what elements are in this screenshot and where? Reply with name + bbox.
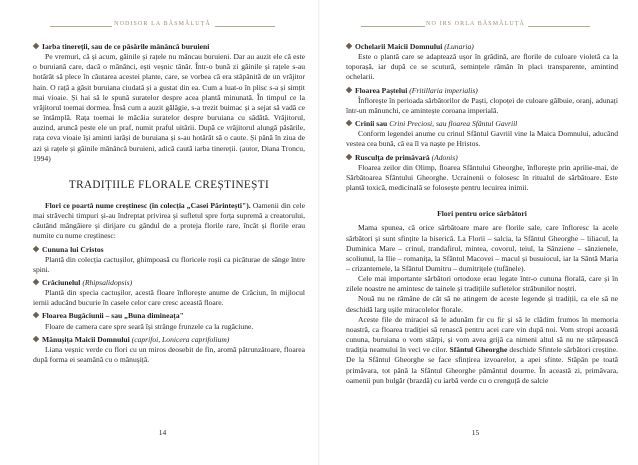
- section-intro-text: Oamenii din cele mai străvechi timpuri și-au îndreptat privirea și sufletul spre forța supremă a creatorului, căutând mângâiere și dirijare cu gândul de a proteja florile rare, încât și florile erau numite cu nume creștinesc:: [33, 200, 305, 241]
- diamond-bullet-icon: [33, 279, 40, 286]
- plant-heading: [346, 86, 618, 96]
- section-title: TRADIȚIILE FLORALE CREȘTINEȘTI: [68, 178, 270, 191]
- body-text: deschide Sfintele sărbători creștine. De la Sfântul Gheorghe se face sfințirea izvoarelor, a apei sfinte. Stăpân pe toată primăvara, tot până la Sfântul Gheorghe pământul dourme. În această zi, primăvara, oamenii pun bulgăr (brazdă) cu iarbă verde cu o crenguță de salcie: [346, 345, 618, 385]
- story-text: Pe vremuri, că și acum, găinile și rațele nu mâncau buruieni. Dar au auzit ele că este o buruiană care, dacă o mănânci, ești veșnic tânăr. Într-o bună zi găinile și rațele s-au hotărât să plece în căutarea acestei plante, care, se vorbea că era stăpânită de un vrăjitor hain. O rață a găsit buruiana ciudată și a gustat din ea. Cum a luat-o în plisc s-a și simțit mai vioaie. Și hai să le spună suratelor despre acea plantă minunată. În timpul ce la vrăjitorul toemai dormea. Însă cum a auzit gălăgie, s-a trezit buimac și a sejat să vadă ce se întâmplă. Rața toemai le măcăia suratelor despre buruiana cu sădătă. Vrăjitorul, auzind, aruncă peste ele un praf, numit praful uitării. După ce vrăjitorul alungă păsările, rața ceva vioaie își aminti iarăși de buruiana și s-au hotărât să o caute. Și până în ziua de azi și rațele și găinile mănâncă buruieni, adică caută iarba tinereții. (autor, Diana Troncu, 1994): [33, 52, 305, 163]
- left-page: [20, 0, 305, 465]
- page-gutter: [318, 0, 320, 465]
- plant-heading: [33, 278, 305, 288]
- running-head-rule: [215, 26, 275, 27]
- page-number: 15: [471, 428, 480, 437]
- plant-heading: [33, 245, 305, 255]
- left-page-content: [33, 42, 305, 365]
- plant-description: Plantă din colecția cactușilor, ghimpoasă cu floricele roșii ca picăturae de sânge între spini.: [33, 254, 305, 274]
- running-head-rule: [528, 26, 590, 27]
- running-head-label: NO IRS ORLA BĂSMĂLUȚĂ: [426, 21, 525, 27]
- diamond-bullet-icon: [33, 335, 40, 342]
- page-number: 14: [158, 428, 167, 437]
- section-intro: [33, 201, 305, 242]
- body-paragraph: Nouă nu ne rămâne de cât să ne atingem de aceste legende și tradiții, ca ele să ne deschidă larg ușile miracolelor florale.: [346, 294, 618, 314]
- plant-description: Liana veșnic verde cu flori cu un miros deosebit de fin, aromă pătrunzătoare, floarea după forma ei seamănă cu o mânușiță.: [33, 344, 305, 365]
- plant-name: Cununa lui Cristos: [42, 244, 104, 254]
- body-text-bold: Sfântul Gheorghe: [449, 345, 508, 355]
- plant-description: Înflorește în perioada sărbătorilor de Paști, clopoței de culoare gălbuie, oranj, adunați într-un mănunchi, ce amintește coroana imperială.: [346, 95, 618, 115]
- right-running-head: [333, 20, 618, 32]
- plant-name: Ochelarii Maicii Domnului: [355, 42, 443, 51]
- plant-latin-name: (Lunaria): [444, 42, 474, 51]
- plant-heading: [346, 42, 618, 52]
- body-paragraph: [346, 315, 618, 386]
- plant-name: Mânușița Maicii Domnului: [42, 334, 130, 344]
- plant-heading: [346, 119, 618, 129]
- subsection-title: Flori pentru orice sărbători: [437, 209, 527, 219]
- diamond-bullet-icon: [346, 153, 353, 160]
- plant-latin-name: Crini Preciosi, sau floarea Sfântul Gavriil: [389, 119, 518, 129]
- plant-latin-name: (Rhipsalidopsis): [82, 277, 133, 287]
- plant-description: Plantă din specia cactușilor, acestă floare înflorește anume de Crăciun, în mijlocul iernii aducând bucurie în casele celor care cresc această floare.: [33, 288, 305, 308]
- plant-latin-name: (caprifoi, Lonicera caprifolium): [131, 334, 230, 344]
- plant-name: Crăciunelul: [42, 277, 81, 287]
- plant-description: Floarea zeilor din Olimp, floarea Sfântului Gheorghe, înflorește prin aprilie-mai, de Sărbătoarea Sfântului Gheorghe. Ucrainenii o folosesc în ritualul de sărbătoare. Este plantă toxică, medicinală se folosește pentru lecuirea inimii.: [346, 162, 618, 193]
- diamond-bullet-icon: [33, 43, 40, 50]
- diamond-bullet-icon: [346, 43, 353, 50]
- plant-name: Floarea Bugăciunii: [42, 311, 104, 321]
- section-intro-source: (în colecția „Casei Părintești").: [149, 200, 251, 210]
- diamond-bullet-icon: [346, 120, 353, 127]
- plant-description: Floare de camera care spre seară își strânge frunzele ca la rugăciune.: [45, 321, 254, 331]
- diamond-bullet-icon: [346, 86, 353, 93]
- body-paragraph: Cele mai importante sărbători ortodoxe erau legate într-o cununa florală, care și în zilele noastre ne amintesc de tainele și tradițiile sufletelor străbunilor noștri.: [346, 274, 618, 294]
- plant-name: Crinii sau: [355, 119, 388, 129]
- plant-heading: [33, 311, 305, 321]
- running-head-label: NODISOR LA BĂSMĂLUȚĂ: [114, 21, 211, 27]
- plant-name: Floarea Paștelui: [355, 85, 408, 95]
- section-intro-lead: Flori ce poartă nume creștinesc: [45, 200, 148, 210]
- diamond-bullet-icon: [33, 245, 40, 252]
- right-page-content: [346, 42, 618, 386]
- story-heading-text: Iarba tinereții, sau de ce păsările mănâncă buruieni: [42, 42, 210, 51]
- left-running-head: [20, 20, 305, 32]
- plant-heading: [346, 153, 618, 163]
- diamond-bullet-icon: [33, 312, 40, 319]
- body-text: Aceste file de miracol să le adunăm fir cu fir și să le clădim frumos în memoria noastră, ca floarea tradiției să renască pentru acei care vin după noi. Vom stropi această cununa, buruiana o vom stârpi, și vom avea grijă ca nimeni altul să nu ne stârpească tradiția neamului în veci ve cilor.: [346, 314, 618, 355]
- right-page: [333, 0, 618, 465]
- plant-description: Conform legendei anume cu crinul Sfântul Gavriil vine la Maica Domnului, aducând vestea cea bună, că ea îl va naște pe Hristos.: [346, 129, 618, 149]
- plant-heading: [33, 335, 305, 345]
- plant-latin-name: (Fritillaria imperialis): [409, 85, 478, 95]
- plant-name: Rusculța de primăvară: [355, 152, 430, 162]
- plant-alt-name: – sau „Buna dimineața": [105, 311, 184, 321]
- plant-latin-name: (Adonis): [431, 152, 458, 162]
- body-paragraph: Mama spunea, că orice sărbătoare mare are florile sale, care înfloresc la acele sărbători și sunt sfințite la biserică. La Florii – salcia, la Sfântul Gheorghe – liliacul, la Duminica Mare – crinul, trandafirul, mintea, covorul, teiul, la Sânziene – sânzienele, scoliunul, la Ilie – romanița, la Sfântul Macovei – macul și busuiocul, iar la Sântă Maria – crizantemele, la Sfântul Dumitru – dumitrițele (tufănele).: [346, 223, 618, 273]
- plant-description: Este o plantă care se adaptează ușor în grădină, are florile de culoare violetă ca la toporașă, iar după ce se scuturâ, semințele rămân în placi transparente, amintind ochelarii.: [346, 52, 618, 82]
- story-heading: [33, 42, 305, 52]
